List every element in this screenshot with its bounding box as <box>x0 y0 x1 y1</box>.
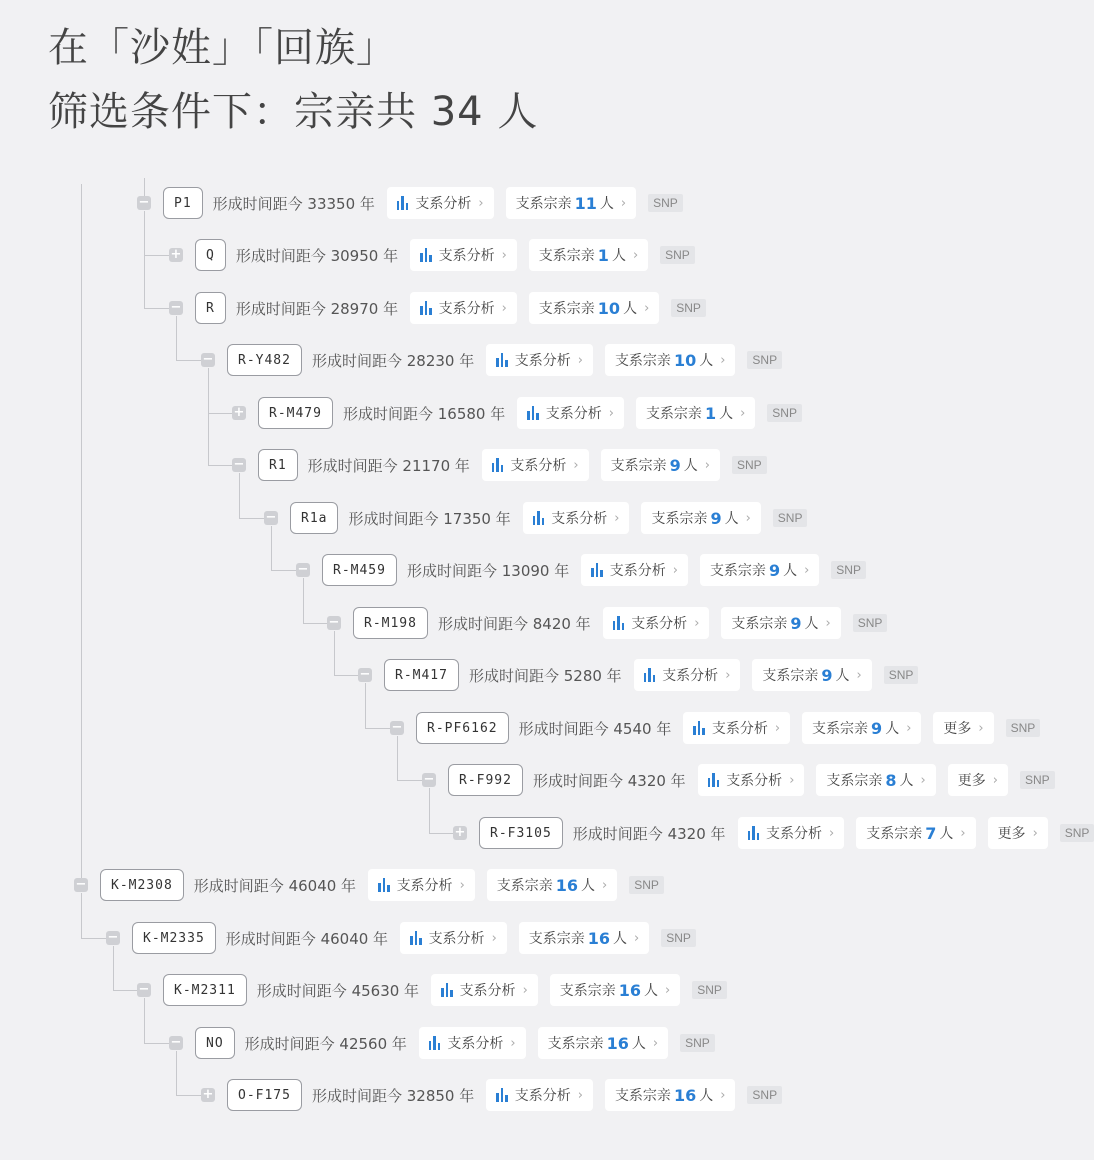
branch-analysis-label: 支系分析 <box>447 1036 504 1052</box>
members-count: 1 <box>597 245 609 265</box>
bar-chart-icon <box>441 983 453 997</box>
branch-analysis-button[interactable] <box>581 554 688 586</box>
snp-badge[interactable]: SNP <box>853 614 888 632</box>
branch-members-button[interactable] <box>641 502 760 534</box>
tree-row <box>264 500 807 536</box>
members-count: 9 <box>790 613 802 633</box>
tree-row <box>232 395 802 431</box>
snp-badge[interactable]: SNP <box>1006 719 1041 737</box>
members-prefix-label: 支系宗亲 <box>614 353 671 369</box>
more-button[interactable] <box>933 712 993 744</box>
formation-age-text: 形成时间距今 32850 年 <box>311 1086 475 1105</box>
bar-chart-icon <box>644 668 656 682</box>
branch-analysis-label: 支系分析 <box>726 773 783 789</box>
chevron-right-icon: › <box>829 825 835 841</box>
formation-age-text: 形成时间距今 30950 年 <box>235 246 399 265</box>
haplogroup-node-r-f3105[interactable]: R-F3105 <box>479 817 563 849</box>
members-suffix-label: 人 <box>611 248 626 264</box>
members-count: 11 <box>574 193 597 213</box>
branch-members-button[interactable] <box>519 922 649 954</box>
members-suffix-label: 人 <box>623 301 638 317</box>
branch-analysis-button[interactable] <box>410 239 517 271</box>
members-prefix-label: 支系宗亲 <box>812 721 869 737</box>
branch-analysis-button[interactable] <box>431 974 538 1006</box>
formation-age-text: 形成时间距今 45630 年 <box>256 981 420 1000</box>
branch-members-button[interactable] <box>601 449 720 481</box>
formation-age-text: 形成时间距今 13090 年 <box>406 561 570 580</box>
members-count: 16 <box>673 1085 697 1105</box>
haplogroup-node-p1[interactable]: P1 <box>163 187 203 219</box>
haplogroup-node-r[interactable]: R <box>195 292 226 324</box>
branch-analysis-label: 支系分析 <box>396 878 453 894</box>
members-prefix-label: 支系宗亲 <box>866 826 923 842</box>
branch-analysis-button[interactable] <box>634 659 741 691</box>
haplogroup-node-k-m2308[interactable]: K-M2308 <box>100 869 184 901</box>
members-prefix-label: 支系宗亲 <box>826 773 883 789</box>
formation-age-text: 形成时间距今 46040 年 <box>225 929 389 948</box>
members-count: 16 <box>618 980 642 1000</box>
members-suffix-label: 人 <box>804 616 819 632</box>
chevron-right-icon: › <box>745 510 751 526</box>
snp-badge[interactable]: SNP <box>747 1086 782 1104</box>
members-prefix-label: 支系宗亲 <box>762 668 819 684</box>
branch-analysis-label: 支系分析 <box>459 983 516 999</box>
bar-chart-icon <box>708 773 720 787</box>
snp-badge[interactable]: SNP <box>884 666 919 684</box>
collapse-icon[interactable]: − <box>423 772 435 787</box>
tree-branch-line <box>334 675 358 676</box>
members-suffix-label: 人 <box>683 458 698 474</box>
branch-analysis-label: 支系分析 <box>711 721 768 737</box>
tree-row <box>327 605 887 641</box>
tree-branch-line <box>239 518 264 519</box>
branch-analysis-label: 支系分析 <box>545 406 602 422</box>
formation-age-text: 形成时间距今 16580 年 <box>342 404 506 423</box>
more-button[interactable] <box>988 817 1048 849</box>
tree-branch-line <box>429 833 453 834</box>
tree-branch-line <box>144 308 169 309</box>
tree-row <box>169 290 706 326</box>
expand-icon[interactable]: + <box>233 405 245 420</box>
branch-members-button[interactable] <box>802 712 921 744</box>
bar-chart-icon <box>533 511 545 525</box>
more-label: 更多 <box>957 773 986 789</box>
formation-age-text: 形成时间距今 28970 年 <box>235 299 399 318</box>
chevron-right-icon: › <box>634 930 640 946</box>
chevron-right-icon: › <box>774 720 781 736</box>
bar-chart-icon <box>429 1036 441 1050</box>
chevron-right-icon: › <box>920 772 926 788</box>
members-count: 9 <box>871 718 883 738</box>
branch-members-button[interactable] <box>605 1079 735 1111</box>
tree-branch-line <box>208 465 232 466</box>
tree-row <box>201 342 782 378</box>
formation-age-text: 形成时间距今 42560 年 <box>244 1034 407 1053</box>
members-suffix-label: 人 <box>724 511 739 527</box>
chevron-right-icon: › <box>960 825 966 841</box>
collapse-icon[interactable]: − <box>297 562 309 577</box>
snp-badge[interactable]: SNP <box>671 299 706 317</box>
branch-members-button[interactable] <box>816 764 935 796</box>
bar-chart-icon <box>420 301 432 315</box>
branch-analysis-button[interactable] <box>603 607 710 639</box>
tree-row <box>453 815 1094 851</box>
chevron-right-icon: › <box>740 405 746 421</box>
tree-row <box>137 185 683 221</box>
chevron-right-icon: › <box>510 1035 516 1051</box>
members-suffix-label: 人 <box>899 773 914 789</box>
tree-row <box>296 552 866 588</box>
branch-members-button[interactable] <box>856 817 975 849</box>
tree-branch-line <box>397 780 422 781</box>
tree-branch-line <box>176 360 201 361</box>
tree-row <box>169 237 695 273</box>
members-prefix-label: 支系宗亲 <box>528 931 585 947</box>
bar-chart-icon <box>492 458 504 472</box>
tree-row <box>390 710 1040 746</box>
branch-members-button[interactable] <box>636 397 755 429</box>
chevron-right-icon: › <box>804 562 810 578</box>
branch-members-button[interactable] <box>752 659 871 691</box>
chevron-right-icon: › <box>491 930 497 946</box>
chevron-right-icon: › <box>720 352 726 368</box>
chevron-right-icon: › <box>620 195 627 211</box>
chevron-right-icon: › <box>720 1087 726 1103</box>
collapse-icon[interactable]: − <box>75 877 87 892</box>
members-suffix-label: 人 <box>699 1088 714 1104</box>
members-suffix-label: 人 <box>719 406 734 422</box>
branch-analysis-label: 支系分析 <box>609 563 666 579</box>
bar-chart-icon <box>693 721 705 735</box>
collapse-icon[interactable]: − <box>265 510 277 525</box>
formation-age-text: 形成时间距今 4320 年 <box>532 771 686 790</box>
members-count: 8 <box>885 770 897 790</box>
chevron-right-icon: › <box>614 510 620 526</box>
page-subtitle: 筛选条件下：宗亲共 34 人 <box>48 89 539 135</box>
branch-analysis-label: 支系分析 <box>438 248 495 264</box>
bar-chart-icon <box>527 406 539 420</box>
formation-age-text: 形成时间距今 17350 年 <box>348 509 511 528</box>
tree-row <box>422 762 1055 798</box>
branch-analysis-label: 支系分析 <box>631 616 688 632</box>
tree-branch-line <box>144 255 169 256</box>
members-prefix-label: 支系宗亲 <box>709 563 766 579</box>
chevron-right-icon: › <box>501 247 507 263</box>
chevron-right-icon: › <box>1032 825 1038 841</box>
snp-badge[interactable]: SNP <box>661 929 696 947</box>
snp-badge[interactable]: SNP <box>732 456 767 474</box>
branch-analysis-button[interactable] <box>368 869 475 901</box>
collapse-icon[interactable]: − <box>233 457 245 472</box>
collapse-icon[interactable]: − <box>138 982 150 997</box>
members-suffix-label: 人 <box>885 721 900 737</box>
members-count: 7 <box>925 823 937 843</box>
bar-chart-icon <box>420 248 432 262</box>
snp-badge[interactable]: SNP <box>1060 824 1094 842</box>
more-button[interactable] <box>948 764 1008 796</box>
members-count: 16 <box>555 875 579 895</box>
haplogroup-node-q[interactable]: Q <box>195 239 226 271</box>
branch-analysis-label: 支系分析 <box>415 196 472 212</box>
haplogroup-node-r-m417[interactable]: R-M417 <box>384 659 459 691</box>
members-prefix-label: 支系宗亲 <box>614 1088 671 1104</box>
chevron-right-icon: › <box>725 667 731 683</box>
tree-row <box>106 920 696 956</box>
members-prefix-label: 支系宗亲 <box>515 196 572 212</box>
tree-branch-line <box>365 728 390 729</box>
haplogroup-node-r-m479[interactable]: R-M479 <box>258 397 333 429</box>
branch-members-button[interactable] <box>487 869 617 901</box>
branch-analysis-label: 支系分析 <box>438 301 495 317</box>
haplogroup-node-r-f992[interactable]: R-F992 <box>448 764 523 796</box>
members-count: 9 <box>710 508 722 528</box>
tree-connector-line <box>144 211 145 308</box>
chevron-right-icon: › <box>665 982 671 998</box>
tree-row <box>232 447 767 483</box>
formation-age-text: 形成时间距今 28230 年 <box>311 351 475 370</box>
chevron-right-icon: › <box>608 405 614 421</box>
members-count: 10 <box>673 350 697 370</box>
haplogroup-node-r-m198[interactable]: R-M198 <box>353 607 428 639</box>
collapse-icon[interactable]: − <box>202 352 214 367</box>
chevron-right-icon: › <box>652 1035 659 1051</box>
tree-branch-line <box>113 990 137 991</box>
snp-badge[interactable]: SNP <box>629 876 664 894</box>
chevron-right-icon: › <box>694 615 700 631</box>
members-suffix-label: 人 <box>835 668 850 684</box>
haplogroup-node-r-pf6162[interactable]: R-PF6162 <box>416 712 509 744</box>
chevron-right-icon: › <box>704 457 710 473</box>
chevron-right-icon: › <box>577 1087 583 1103</box>
collapse-icon[interactable]: − <box>170 1035 182 1050</box>
tree-row <box>201 1077 782 1113</box>
chevron-right-icon: › <box>632 247 639 263</box>
snp-badge[interactable]: SNP <box>831 561 866 579</box>
members-prefix-label: 支系宗亲 <box>559 983 616 999</box>
collapse-icon[interactable]: − <box>170 300 182 315</box>
formation-age-text: 形成时间距今 33350 年 <box>212 194 375 213</box>
members-suffix-label: 人 <box>613 931 628 947</box>
snp-badge[interactable]: SNP <box>767 404 802 422</box>
branch-analysis-label: 支系分析 <box>428 931 485 947</box>
haplogroup-node-k-m2311[interactable]: K-M2311 <box>163 974 247 1006</box>
formation-age-text: 形成时间距今 4540 年 <box>518 719 672 738</box>
members-count: 9 <box>768 560 781 580</box>
formation-age-text: 形成时间距今 46040 年 <box>193 876 357 895</box>
members-count: 9 <box>669 455 681 475</box>
chevron-right-icon: › <box>602 877 608 893</box>
bar-chart-icon <box>397 196 409 210</box>
snp-badge[interactable]: SNP <box>680 1034 715 1052</box>
tree-connector-line <box>208 368 209 465</box>
chevron-right-icon: › <box>573 457 579 473</box>
branch-analysis-button[interactable] <box>683 712 790 744</box>
branch-analysis-label: 支系分析 <box>766 826 823 842</box>
snp-badge[interactable]: SNP <box>773 509 808 527</box>
branch-analysis-button[interactable] <box>517 397 624 429</box>
collapse-icon[interactable]: − <box>138 195 150 210</box>
formation-age-text: 形成时间距今 4320 年 <box>572 824 726 843</box>
haplogroup-node-no[interactable]: NO <box>195 1027 235 1059</box>
branch-analysis-button[interactable] <box>419 1027 526 1059</box>
chevron-right-icon: › <box>978 720 984 736</box>
expand-icon[interactable]: + <box>202 1087 214 1102</box>
collapse-icon[interactable]: − <box>328 615 340 630</box>
branch-analysis-label: 支系分析 <box>662 668 719 684</box>
tree-row <box>358 657 918 693</box>
snp-badge[interactable]: SNP <box>1020 771 1055 789</box>
members-suffix-label: 人 <box>631 1036 646 1052</box>
root-connector-line <box>81 184 82 885</box>
formation-age-text: 形成时间距今 5280 年 <box>468 666 622 685</box>
formation-age-text: 形成时间距今 21170 年 <box>307 456 470 475</box>
chevron-right-icon: › <box>644 300 650 316</box>
expand-icon[interactable]: + <box>454 825 466 840</box>
more-label: 更多 <box>943 721 972 737</box>
members-prefix-label: 支系宗亲 <box>645 406 702 422</box>
branch-analysis-button[interactable] <box>410 292 517 324</box>
branch-analysis-label: 支系分析 <box>514 1088 571 1104</box>
haplogroup-node-k-m2335[interactable]: K-M2335 <box>132 922 216 954</box>
snp-badge[interactable]: SNP <box>747 351 782 369</box>
branch-analysis-label: 支系分析 <box>510 458 567 474</box>
members-count: 9 <box>821 665 833 685</box>
tree-branch-line <box>176 1095 201 1096</box>
members-count: 16 <box>606 1033 629 1053</box>
branch-members-button[interactable] <box>605 344 735 376</box>
bar-chart-icon <box>748 826 760 840</box>
tree-row <box>74 867 664 903</box>
members-prefix-label: 支系宗亲 <box>731 616 788 632</box>
branch-analysis-button[interactable] <box>400 922 507 954</box>
members-suffix-label: 人 <box>939 826 954 842</box>
formation-age-text: 形成时间距今 8420 年 <box>437 614 591 633</box>
members-prefix-label: 支系宗亲 <box>538 248 595 264</box>
branch-analysis-button[interactable] <box>738 817 845 849</box>
branch-analysis-label: 支系分析 <box>514 353 571 369</box>
snp-badge[interactable]: SNP <box>692 981 727 999</box>
chevron-right-icon: › <box>522 982 528 998</box>
bar-chart-icon <box>591 563 603 577</box>
haplogroup-node-r-m459[interactable]: R-M459 <box>322 554 397 586</box>
bar-chart-icon <box>378 878 390 892</box>
collapse-icon[interactable]: − <box>107 930 119 945</box>
branch-analysis-button[interactable] <box>698 764 805 796</box>
branch-members-button[interactable] <box>538 1027 668 1059</box>
branch-members-button[interactable] <box>721 607 840 639</box>
members-prefix-label: 支系宗亲 <box>538 301 595 317</box>
tree-row <box>137 972 727 1008</box>
members-suffix-label: 人 <box>581 878 596 894</box>
haplogroup-node-r1a[interactable]: R1a <box>290 502 338 534</box>
chevron-right-icon: › <box>906 720 912 736</box>
members-prefix-label: 支系宗亲 <box>610 458 667 474</box>
chevron-right-icon: › <box>789 772 795 788</box>
members-prefix-label: 支系宗亲 <box>547 1036 604 1052</box>
members-suffix-label: 人 <box>699 353 714 369</box>
members-suffix-label: 人 <box>644 983 659 999</box>
branch-analysis-label: 支系分析 <box>551 511 608 527</box>
more-label: 更多 <box>997 826 1026 842</box>
haplogroup-node-o-f175[interactable]: O-F175 <box>227 1079 302 1111</box>
collapse-icon[interactable]: − <box>391 720 403 735</box>
members-prefix-label: 支系宗亲 <box>496 878 553 894</box>
tree-branch-line <box>81 938 106 939</box>
members-suffix-label: 人 <box>599 196 614 212</box>
page-title: 在「沙姓」「回族」 <box>48 25 397 71</box>
chevron-right-icon: › <box>478 195 484 211</box>
expand-icon[interactable]: + <box>170 247 182 262</box>
bar-chart-icon <box>496 353 508 367</box>
snp-badge[interactable]: SNP <box>648 194 683 212</box>
chevron-right-icon: › <box>672 562 678 578</box>
members-count: 1 <box>704 403 717 423</box>
branch-analysis-button[interactable] <box>486 1079 593 1111</box>
branch-analysis-button[interactable] <box>387 187 494 219</box>
bar-chart-icon <box>613 616 625 630</box>
members-count: 10 <box>597 298 621 318</box>
branch-members-button[interactable] <box>529 239 648 271</box>
chevron-right-icon: › <box>825 615 831 631</box>
members-count: 16 <box>587 928 611 948</box>
haplogroup-node-r-y482[interactable]: R-Y482 <box>227 344 302 376</box>
chevron-right-icon: › <box>501 300 507 316</box>
bar-chart-icon <box>410 931 422 945</box>
branch-members-button[interactable] <box>506 187 636 219</box>
branch-analysis-button[interactable] <box>482 449 589 481</box>
tree-branch-line <box>271 570 296 571</box>
tree-branch-line <box>303 623 327 624</box>
branch-members-button[interactable] <box>550 974 680 1006</box>
members-prefix-label: 支系宗亲 <box>651 511 708 527</box>
haplogroup-node-r1[interactable]: R1 <box>258 449 298 481</box>
branch-analysis-button[interactable] <box>486 344 593 376</box>
chevron-right-icon: › <box>856 667 862 683</box>
members-suffix-label: 人 <box>783 563 798 579</box>
tree-row <box>169 1025 715 1061</box>
branch-members-button[interactable] <box>700 554 819 586</box>
bar-chart-icon <box>496 1088 508 1102</box>
collapse-icon[interactable]: − <box>359 667 371 682</box>
chevron-right-icon: › <box>577 352 583 368</box>
chevron-right-icon: › <box>992 772 998 788</box>
branch-analysis-button[interactable] <box>523 502 630 534</box>
chevron-right-icon: › <box>459 877 465 893</box>
tree-branch-line <box>208 413 232 414</box>
snp-badge[interactable]: SNP <box>660 246 695 264</box>
branch-members-button[interactable] <box>529 292 659 324</box>
tree-branch-line <box>144 1043 169 1044</box>
